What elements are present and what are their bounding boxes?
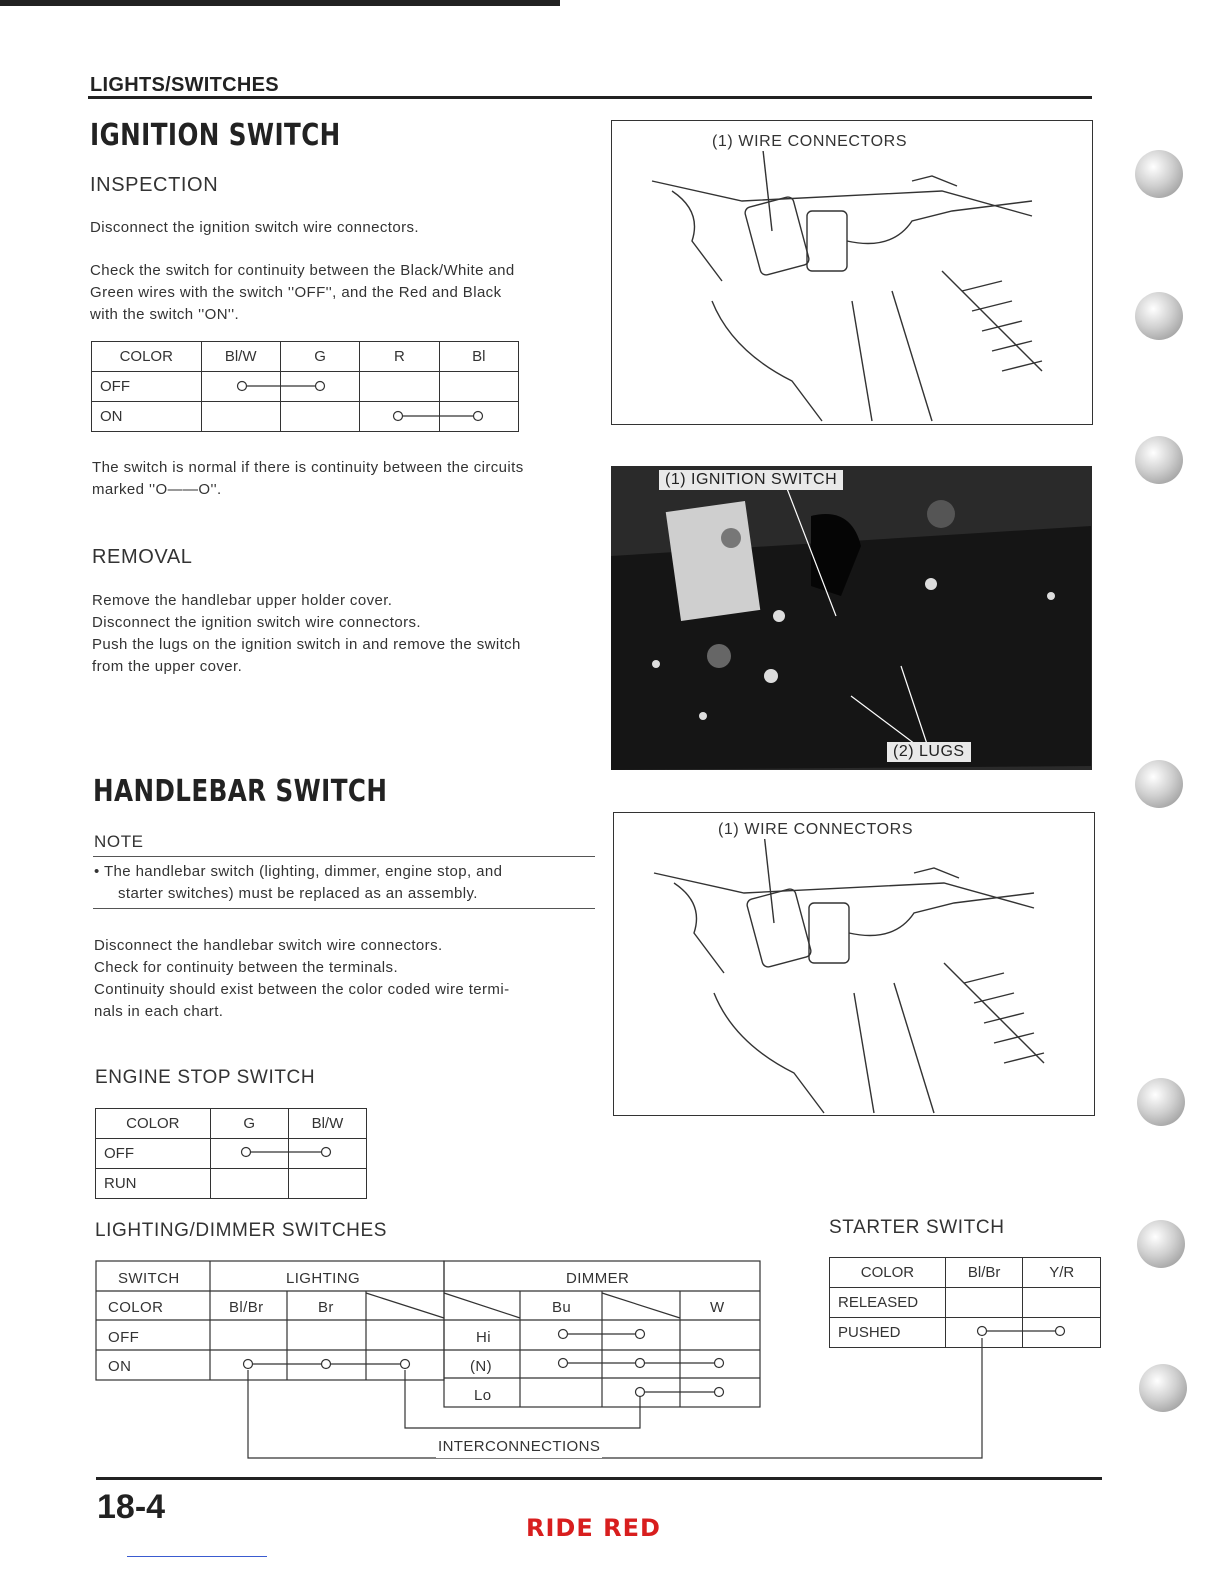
text-line: Remove the handlebar upper holder cover. [92,592,393,609]
lighting-dimmer-heading: LIGHTING/DIMMER SWITCHES [95,1220,388,1241]
binder-hole [1135,760,1183,808]
note-text [94,861,598,905]
binder-hole [1139,1364,1187,1412]
header-cell: Bl [439,342,518,372]
footer-rule [96,1477,1102,1480]
dimmer-position: (N) [470,1358,493,1375]
text-line: marked ''O——O''. [92,481,222,498]
text-line: Continuity should exist between the color coded wire termi- [94,981,510,998]
section-header: LIGHTS/SWITCHES [90,74,279,96]
text-line: The switch is normal if there is continuity between the circuits [92,459,524,476]
removal-heading: REMOVAL [92,546,193,568]
handlebar-instructions [94,935,598,1023]
header-cell: G [280,342,359,372]
dimmer-position: Lo [474,1387,492,1404]
ignition-switch-photo-image [611,466,1092,770]
ignition-switch-photo [611,466,1092,770]
text-line: starter switches) must be replaced as an assembly. [118,885,478,902]
lighting-column-header: LIGHTING [286,1270,361,1287]
color-header: W [710,1299,725,1316]
row-label: RELEASED [830,1288,946,1318]
row-label: COLOR [108,1299,164,1316]
row-label: SWITCH [118,1270,180,1287]
binder-hole [1137,1220,1185,1268]
row-label: ON [108,1358,132,1375]
text-line: nals in each chart. [94,1003,224,1020]
header-cell: COLOR [92,342,202,372]
text-line: • The handlebar switch (lighting, dimmer, engine stop, and [94,863,503,880]
row-label: ON [92,402,202,432]
color-header: Br [318,1299,334,1316]
header-cell: Y/R [1023,1258,1101,1288]
note-top-rule [93,856,595,857]
text-line: Disconnect the ignition switch wire connectors. [92,614,421,631]
header-cell: Bl/W [201,342,280,372]
header-cell: G [210,1109,288,1139]
removal-steps [92,590,596,678]
handlebar-switch-title: HANDLEBAR SWITCH [93,774,388,809]
inspection-step-2 [90,260,594,326]
interconnections-label: INTERCONNECTIONS [436,1436,602,1458]
top-border-rule [0,0,560,6]
wire-connectors-figure [611,120,1093,425]
normal-continuity-text [92,457,596,501]
text-line: Push the lugs on the ignition switch in and remove the switch [92,636,521,653]
figure-label: (1) WIRE CONNECTORS [712,133,908,150]
note-heading: NOTE [94,832,144,851]
binder-hole [1135,292,1183,340]
dimmer-position: Hi [476,1329,491,1346]
text-line: Check the switch for continuity between the Black/White and [90,262,515,279]
row-label: RUN [96,1169,211,1199]
engine-stop-heading: ENGINE STOP SWITCH [95,1067,316,1088]
header-cell: Bl/W [288,1109,366,1139]
brand-logo-text: RIDE RED [526,1514,661,1542]
note-bottom-rule [93,908,595,909]
header-rule [88,96,1092,99]
color-header: Bu [552,1299,572,1316]
figure-label: (2) LUGS [887,742,971,762]
handlebar-wire-connectors-illustration [614,813,1094,1115]
header-cell: COLOR [96,1109,211,1139]
text-line: with the switch ''ON''. [90,306,240,323]
text-line: Check for continuity between the terminals. [94,959,399,976]
dimmer-column-header: DIMMER [566,1270,630,1287]
inspection-step-1: Disconnect the ignition switch wire connectors. [90,219,419,236]
handlebar-wire-connectors-figure [613,812,1095,1116]
text-line: Disconnect the handlebar switch wire connectors. [94,937,443,954]
header-cell: COLOR [830,1258,946,1288]
binder-hole [1135,150,1183,198]
row-label: OFF [108,1329,140,1346]
starter-switch-heading: STARTER SWITCH [829,1217,1005,1238]
row-label: PUSHED [830,1318,946,1348]
binder-hole [1137,1078,1185,1126]
header-cell: Bl/Br [945,1258,1023,1288]
figure-label: (1) IGNITION SWITCH [659,470,843,490]
bottom-link-underline [127,1556,267,1557]
text-line: Green wires with the switch ''OFF'', and the Red and Black [90,284,502,301]
text-line: from the upper cover. [92,658,243,675]
engine-stop-table [95,1108,367,1199]
figure-label: (1) WIRE CONNECTORS [718,821,914,838]
row-label: OFF [96,1139,211,1169]
ignition-switch-title: IGNITION SWITCH [90,118,341,153]
ignition-continuity-table [91,341,519,432]
color-header: Bl/Br [229,1299,264,1316]
row-label: OFF [92,372,202,402]
binder-hole [1135,436,1183,484]
inspection-heading: INSPECTION [90,174,219,196]
header-cell: R [360,342,439,372]
wire-connectors-illustration [612,121,1092,424]
starter-switch-table [829,1257,1101,1348]
page-number: 18-4 [97,1488,166,1526]
